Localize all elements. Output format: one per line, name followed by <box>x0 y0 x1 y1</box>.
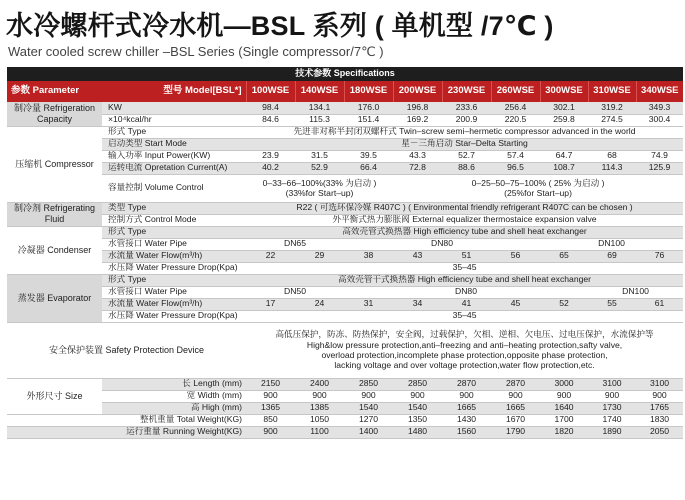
table-row <box>7 138 683 150</box>
cell: 45 <box>491 298 540 310</box>
table-row <box>7 150 683 162</box>
cell: 1385 <box>295 402 344 414</box>
cell: 108.7 <box>540 162 588 174</box>
table-row <box>7 310 683 322</box>
cell: 55 <box>588 298 636 310</box>
cell: 900 <box>344 390 393 402</box>
cell: 900 <box>246 426 295 438</box>
cell: 1540 <box>344 402 393 414</box>
section-refrigerant: 制冷剂 Refrigerating Fluid <box>7 202 102 226</box>
cell: 200.9 <box>442 114 491 126</box>
cell: 900 <box>540 390 588 402</box>
cell: 39.5 <box>344 150 393 162</box>
cell: 2150 <box>246 378 295 390</box>
row-label-cond-pipe: 水管接口 Water Pipe <box>102 238 246 250</box>
model-label: 型号 Model[BSL*] <box>102 81 246 102</box>
cell: 34 <box>393 298 442 310</box>
cell: 76 <box>636 250 683 262</box>
cell: 29 <box>295 250 344 262</box>
section-evaporator: 蒸发器 Evaporator <box>7 274 102 322</box>
table-row <box>7 274 683 286</box>
row-label-length: 长 Length (mm) <box>102 378 246 390</box>
spec-header: 技术参数 Specifications <box>7 67 683 81</box>
cell: 1270 <box>344 414 393 426</box>
cell: 1730 <box>588 402 636 414</box>
cell: 1640 <box>540 402 588 414</box>
table-row <box>7 226 683 238</box>
control-mode-value: 外平衡式热力膨胀阀 External equalizer thermostaice expansion valve <box>246 214 683 226</box>
cell: 3000 <box>540 378 588 390</box>
evap-pipe-value: DN50 <box>246 286 344 298</box>
cell: 256.4 <box>491 102 540 114</box>
cell: 1830 <box>636 414 683 426</box>
cell: 1540 <box>393 402 442 414</box>
cell: 900 <box>491 390 540 402</box>
model-header-row <box>7 81 683 102</box>
capacity-control-b <box>393 174 683 202</box>
cond-drop-value: 35–45 <box>246 262 683 274</box>
spec-table <box>7 67 683 439</box>
model-header: 200WSE <box>393 81 442 102</box>
cell: 3100 <box>636 378 683 390</box>
cell: 220.5 <box>491 114 540 126</box>
cell: 115.3 <box>295 114 344 126</box>
cell: 2850 <box>344 378 393 390</box>
cell: 900 <box>636 390 683 402</box>
cell: 74.9 <box>636 150 683 162</box>
cell: 1665 <box>491 402 540 414</box>
cell: 43.3 <box>393 150 442 162</box>
cell: 2400 <box>295 378 344 390</box>
row-label-evap-pipe: 水管接口 Water Pipe <box>102 286 246 298</box>
section-condenser: 冷凝器 Condenser <box>7 226 102 274</box>
cond-type-value: 高效壳管式换热器 High efficiency tube and shell heat exchanger <box>246 226 683 238</box>
row-label-capacity-control: 容量控制 Volume Control <box>102 174 246 202</box>
table-row <box>7 114 683 126</box>
cell: 900 <box>246 390 295 402</box>
start-mode-value: 星－三角启动 Star–Delta Starting <box>246 138 683 150</box>
cell: 52.9 <box>295 162 344 174</box>
spec-header-row <box>7 67 683 81</box>
cell: 319.2 <box>588 102 636 114</box>
cell: 43 <box>393 250 442 262</box>
cell: 61 <box>636 298 683 310</box>
safety-line: 高低压保护，防冻、防热保护，安全阀，过载保护，欠相、逆相、欠电压、过电压保护，水流保护等 <box>275 329 654 340</box>
ref-type-value: R22 ( 可选环保冷媒 R407C ) ( Environmental friendly refrigerant R407C can be chosen ) <box>246 202 683 214</box>
model-header: 310WSE <box>588 81 636 102</box>
table-row <box>7 202 683 214</box>
row-label-cond-flow: 水流量 Water Flow(m³/h) <box>102 250 246 262</box>
cell: 1740 <box>588 414 636 426</box>
page-title: 水冷螺杆式冷水机—BSL 系列 ( 单机型 /7℃ ) <box>6 11 554 41</box>
cell: 1670 <box>491 414 540 426</box>
cell: 1400 <box>344 426 393 438</box>
cell: 52 <box>540 298 588 310</box>
table-row <box>7 426 683 438</box>
cell: 1480 <box>393 426 442 438</box>
model-header: 230WSE <box>442 81 491 102</box>
capacity-control-a-line: (33%for Start–up) <box>285 188 354 198</box>
cell: 1560 <box>442 426 491 438</box>
safety-line: overload protection,incomplete phase protection,opposite phase protection, <box>321 350 608 360</box>
cell: 196.8 <box>393 102 442 114</box>
cell: 259.8 <box>540 114 588 126</box>
cell: 52.7 <box>442 150 491 162</box>
cell: 23.9 <box>246 150 295 162</box>
row-label-height: 高 High (mm) <box>102 402 246 414</box>
cell: 68 <box>588 150 636 162</box>
cell: 88.6 <box>442 162 491 174</box>
section-capacity: 制冷量 Refrigeration Capacity <box>7 102 102 126</box>
cell: 1890 <box>588 426 636 438</box>
row-label-running-current: 运转电流 Opretation Current(A) <box>102 162 246 174</box>
parameter-label: 参数 Parameter <box>7 81 102 102</box>
cell: 40.2 <box>246 162 295 174</box>
cell: 900 <box>393 390 442 402</box>
row-label-kw: KW <box>102 102 246 114</box>
cell: 96.5 <box>491 162 540 174</box>
evap-type-value: 高效壳管干式换热器 High efficiency tube and shell heat exchanger <box>246 274 683 286</box>
cell: 2870 <box>442 378 491 390</box>
table-row <box>7 238 683 250</box>
row-label-control-mode: 控制方式 Control Mode <box>102 214 246 226</box>
row-label-cond-type: 形式 Type <box>102 226 246 238</box>
section-safety: 安全保护装置 Safety Protection Device <box>7 322 246 378</box>
model-header: 260WSE <box>491 81 540 102</box>
capacity-control-b-line: 0–25–50–75–100% ( 25% 为启动 ) <box>471 177 605 188</box>
cond-pipe-value: DN100 <box>540 238 683 250</box>
evap-pipe-value: DN80 <box>344 286 588 298</box>
row-label-evap-type: 形式 Type <box>102 274 246 286</box>
table-row <box>7 126 683 138</box>
cell: 2050 <box>636 426 683 438</box>
cell: 1100 <box>295 426 344 438</box>
cell: 900 <box>588 390 636 402</box>
table-row <box>7 322 683 378</box>
table-row <box>7 378 683 390</box>
table-row <box>7 250 683 262</box>
table-row <box>7 402 683 414</box>
table-row <box>7 414 683 426</box>
table-row <box>7 102 683 114</box>
cell: 57.4 <box>491 150 540 162</box>
evap-pipe-value: DN100 <box>588 286 683 298</box>
cell: 900 <box>295 390 344 402</box>
cell: 850 <box>246 414 295 426</box>
table-row <box>7 298 683 310</box>
row-label-comp-type: 形式 Type <box>102 126 246 138</box>
cell: 1790 <box>491 426 540 438</box>
capacity-control-a-line: 0–33–66–100%(33% 为启动 ) <box>262 177 377 188</box>
cell: 56 <box>491 250 540 262</box>
page-subtitle: Water cooled screw chiller –BSL Series (Single compressor/7℃ ) <box>8 44 384 59</box>
row-label-evap-flow: 水流量 Water Flow(m³/h) <box>102 298 246 310</box>
cond-pipe-value: DN80 <box>344 238 540 250</box>
section-compressor: 压缩机 Compressor <box>7 126 102 202</box>
table-row <box>7 214 683 226</box>
cell: 1365 <box>246 402 295 414</box>
row-label-width: 宽 Width (mm) <box>102 390 246 402</box>
row-label-cond-drop: 水压降 Water Pressure Drop(Kpa) <box>102 262 246 274</box>
safety-line: lacking voltage and over voltage protection,water flow protection,etc. <box>334 360 595 371</box>
cell: 169.2 <box>393 114 442 126</box>
cell: 1765 <box>636 402 683 414</box>
cell: 41 <box>442 298 491 310</box>
row-label-input-power: 输入功率 Input Power(KW) <box>102 150 246 162</box>
cell: 1665 <box>442 402 491 414</box>
cell: 69 <box>588 250 636 262</box>
table-row <box>7 286 683 298</box>
cell: 151.4 <box>344 114 393 126</box>
cell: 2850 <box>393 378 442 390</box>
cell: 300.4 <box>636 114 683 126</box>
safety-value <box>246 322 683 378</box>
evap-drop-value: 35–45 <box>246 310 683 322</box>
cell: 349.3 <box>636 102 683 114</box>
model-header: 340WSE <box>636 81 683 102</box>
cell: 3100 <box>588 378 636 390</box>
row-label-ref-type: 类型 Type <box>102 202 246 214</box>
cond-pipe-value: DN65 <box>246 238 344 250</box>
comp-type-value: 先进非对称半封闭双螺杆式 Twin–screw semi–hermetic compressor advanced in the world <box>246 126 683 138</box>
row-label-running-weight: 运行重量 Running Weight(KG) <box>7 426 246 438</box>
cell: 38 <box>344 250 393 262</box>
cell: 31.5 <box>295 150 344 162</box>
cell: 66.4 <box>344 162 393 174</box>
model-header: 140WSE <box>295 81 344 102</box>
cell: 1350 <box>393 414 442 426</box>
cell: 900 <box>442 390 491 402</box>
cell: 22 <box>246 250 295 262</box>
model-header: 300WSE <box>540 81 588 102</box>
cell: 302.1 <box>540 102 588 114</box>
cell: 51 <box>442 250 491 262</box>
cell: 1050 <box>295 414 344 426</box>
cell: 64.7 <box>540 150 588 162</box>
cell: 1820 <box>540 426 588 438</box>
safety-line: High&low pressure protection,anti–freezing and anti–heating protection,safty valve, <box>306 339 623 350</box>
capacity-control-b-line: (25%for Start–up) <box>504 188 572 198</box>
cell: 2870 <box>491 378 540 390</box>
cell: 31 <box>344 298 393 310</box>
cell: 274.5 <box>588 114 636 126</box>
table-row <box>7 162 683 174</box>
model-header: 100WSE <box>246 81 295 102</box>
table-row <box>7 262 683 274</box>
row-label-total-weight: 整机重量 Total Weight(KG) <box>7 414 246 426</box>
section-size: 外形尺寸 Size <box>7 378 102 414</box>
cell: 125.9 <box>636 162 683 174</box>
cell: 17 <box>246 298 295 310</box>
row-label-start-mode: 启动类型 Start Mode <box>102 138 246 150</box>
cell: 98.4 <box>246 102 295 114</box>
cell: 134.1 <box>295 102 344 114</box>
cell: 24 <box>295 298 344 310</box>
table-row <box>7 390 683 402</box>
cell: 84.6 <box>246 114 295 126</box>
row-label-kcal: ×10⁴kcal/hr <box>102 114 246 126</box>
cell: 1700 <box>540 414 588 426</box>
cell: 72.8 <box>393 162 442 174</box>
table-row <box>7 174 683 202</box>
row-label-evap-drop: 水压降 Water Pressure Drop(Kpa) <box>102 310 246 322</box>
cell: 1430 <box>442 414 491 426</box>
cell: 114.3 <box>588 162 636 174</box>
cell: 176.0 <box>344 102 393 114</box>
cell: 65 <box>540 250 588 262</box>
capacity-control-a <box>246 174 393 202</box>
model-header: 180WSE <box>344 81 393 102</box>
cell: 233.6 <box>442 102 491 114</box>
